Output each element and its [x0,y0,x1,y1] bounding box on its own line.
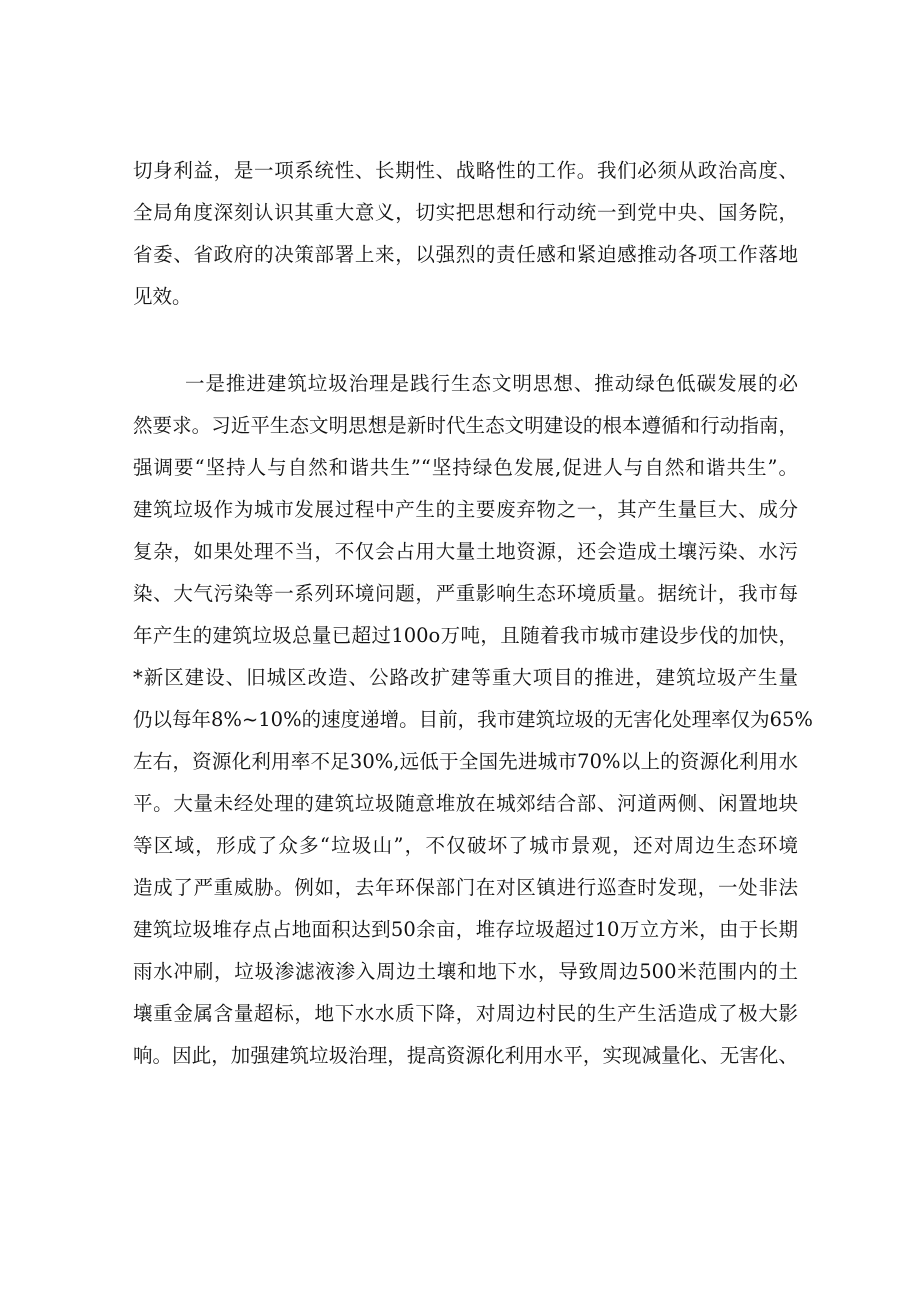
text-line: 壤重金属含量超标，地下水水质下降，对周边村民的生产生活造成了极大影 [133,1002,798,1025]
text-line: 雨水冲刷，垃圾渗滤液渗入周边土壤和地下水，导致周边500米范围内的土 [133,960,798,983]
text-line: 强调要“坚持人与自然和谐共生”“坚持绿色发展,促进人与自然和谐共生”。 [133,456,798,479]
text-line: 复杂，如果处理不当，不仅会占用大量土地资源，还会造成土壤污染、水污 [133,540,798,563]
paragraph-2 [133,363,813,1077]
text-line: 仍以每年8%~10%的速度递增。目前，我市建筑垃圾的无害化处理率仅为65% [133,708,813,731]
document-body [133,150,813,1077]
text-line: 建筑垃圾作为城市发展过程中产生的主要废弃物之一，其产生量巨大、成分 [133,498,798,521]
text-line: 平。大量未经处理的建筑垃圾随意堆放在城郊结合部、河道两侧、闲置地块 [133,792,798,815]
text-line: 建筑垃圾堆存点占地面积达到50余亩，堆存垃圾超过10万立方米，由于长期 [133,918,798,941]
text-line: 造成了严重威胁。例如，去年环保部门在对区镇进行巡查时发现，一处非法 [133,876,798,899]
text-line: 左右，资源化利用率不足30%,远低于全国先进城市70%以上的资源化利用水 [133,750,798,773]
text-line: 年产生的建筑垃圾总量已超过100o万吨，且随着我市城市建设步伐的加快， [133,624,798,647]
text-line: 见效。 [133,285,192,308]
text-line: 染、大气污染等一系列环境问题，严重影响生态环境质量。据统计，我市每 [133,582,798,605]
text-line: *新区建设、旧城区改造、公路改扩建等重大项目的推进，建筑垃圾产生量 [133,666,798,689]
text-line: 等区域，形成了众多“垃圾山”，不仅破坏了城市景观，还对周边生态环境 [133,834,798,857]
paragraph-1 [133,150,798,318]
text-line: 切身利益，是一项系统性、长期性、战略性的工作。我们必须从政治高度、 [133,159,798,182]
text-line: 省委、省政府的决策部署上来，以强烈的责任感和紧迫感推动各项工作落地 [133,243,798,266]
text-line: 一是推进建筑垃圾治理是践行生态文明思想、推动绿色低碳发展的必 [185,372,798,395]
text-line: 全局角度深刻认识其重大意义，切实把思想和行动统一到党中央、国务院， [133,201,798,224]
text-line: 然要求。习近平生态文明思想是新时代生态文明建设的根本遵循和行动指南， [133,414,798,437]
text-line: 响。因此，加强建筑垃圾治理，提高资源化利用水平，实现减量化、无害化、 [133,1044,798,1067]
paragraph-spacer [133,318,798,363]
